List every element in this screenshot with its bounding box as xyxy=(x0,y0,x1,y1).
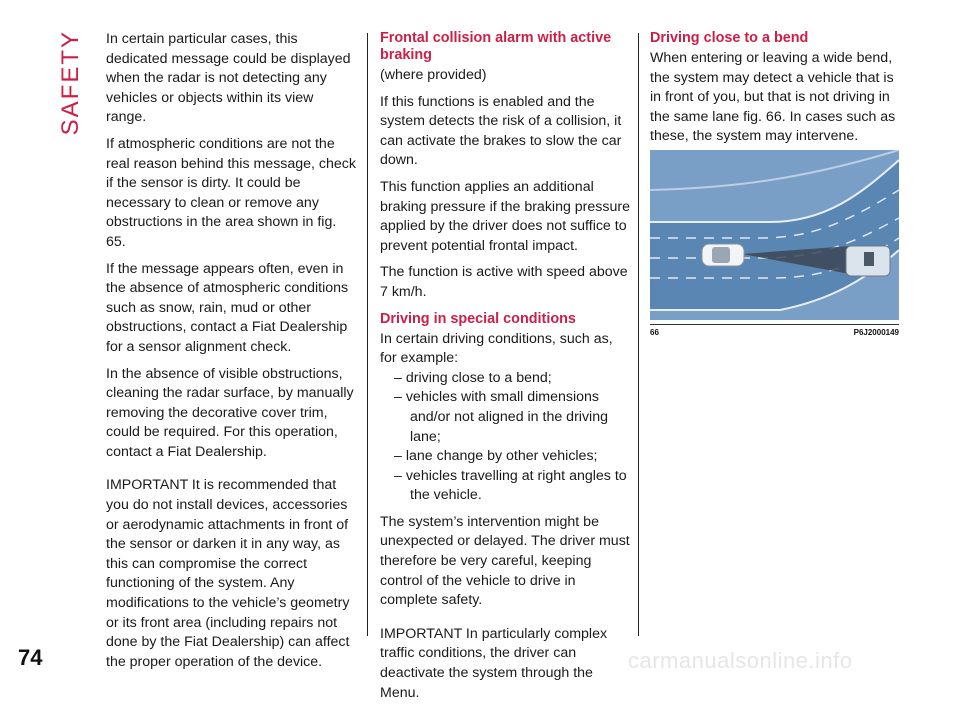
section-heading: Driving in special conditions xyxy=(380,310,576,327)
watermark: carmanualsonline.info xyxy=(628,648,853,673)
list-item: – vehicles travelling at right angles to the vehicle. xyxy=(394,467,627,504)
figure-code: P6J2000149 xyxy=(853,328,899,337)
condition-list xyxy=(380,369,630,506)
paragraph: In certain driving conditions, such as, for example: xyxy=(380,330,613,367)
column-divider xyxy=(367,33,368,636)
paragraph: If atmospheric conditions are not the real reason behind this message, check if the sensor is dirty. It could be necessary to clean or remove any obstructions in the area shown in fig. 65. xyxy=(106,135,356,250)
paragraph: If this functions is enabled and the system detects the risk of a collision, it can activate the brakes to slow the car down. xyxy=(380,93,622,169)
column-3 xyxy=(650,30,905,154)
paragraph: The function is active with speed above 7 km/h. xyxy=(380,264,628,300)
bend-road-illustration xyxy=(650,150,899,320)
figure-rule xyxy=(650,324,899,325)
list-item: – driving close to a bend; xyxy=(394,369,552,386)
list-item: – lane change by other vehicles; xyxy=(394,448,598,465)
page-number: 74 xyxy=(18,645,43,670)
column-2 xyxy=(380,30,630,710)
column-1 xyxy=(106,30,356,679)
paragraph: When entering or leaving a wide bend, the system may detect a vehicle that is in front of you, but that is not driving in the same lane fig. 66. In cases such as these, the system may intervene. xyxy=(650,50,896,145)
section-label: SAFETY xyxy=(57,30,84,136)
column-divider xyxy=(638,33,639,636)
section-heading: Driving close to a bend xyxy=(650,30,809,46)
detected-vehicle xyxy=(846,246,890,276)
paragraph: The system’s intervention might be unexpected or delayed. The driver must therefore be very careful, keeping control of the vehicle to drive in complete safety. xyxy=(380,513,630,609)
own-car xyxy=(702,244,744,266)
figure-number: 66 xyxy=(650,328,659,337)
important-note: IMPORTANT It is recommended that you do not install devices, accessories or aerodynamic attachments in front of the sensor or darken it in any way, as this can compromise the correct functioning of the system. Any modifications to the vehicle’s geometry or its front area (including repairs not done by the Fiat Dealership) can affect the proper operation of the device. xyxy=(106,477,350,670)
list-item: – vehicles with small dimensions and/or not aligned in the driving lane; xyxy=(394,389,608,445)
paragraph: This function applies an additional braking pressure if the braking pressure applied by the driver does not suffice to prevent potential frontal impact. xyxy=(380,178,630,254)
paragraph: In the absence of visible obstructions, cleaning the radar surface, by manually removing the decorative cover trim, could be required. For this operation, contact a Fiat Dealership. xyxy=(106,365,354,460)
paragraph: In certain particular cases, this dedicated message could be displayed when the radar is not detecting any vehicles or objects within its view range. xyxy=(106,31,351,126)
important-note: IMPORTANT In particularly complex traffic conditions, the driver can deactivate the system through the Menu. xyxy=(380,625,608,701)
figure-bend-illustration xyxy=(650,150,899,320)
paragraph: (where provided) xyxy=(380,67,487,83)
paragraph: If the message appears often, even in the absence of atmospheric conditions such as snow, rain, mud or other obstructions, contact a Fiat Dealership for a sensor alignment check. xyxy=(106,260,349,355)
section-heading: Frontal collision alarm with active braking xyxy=(380,30,612,63)
